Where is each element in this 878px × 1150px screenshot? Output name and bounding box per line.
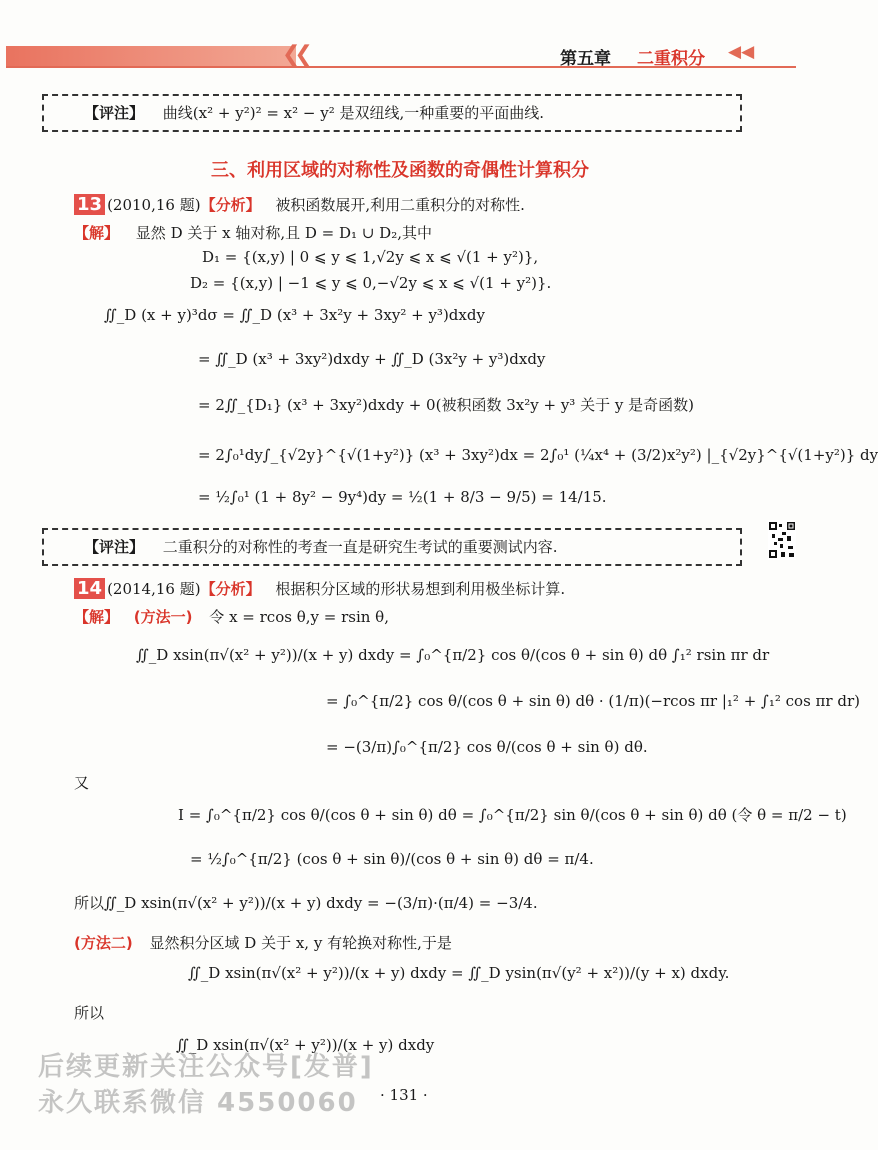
method-tag: (方法二)	[74, 934, 133, 952]
question-number: 14	[74, 578, 105, 599]
qr-code-icon	[768, 520, 796, 560]
math-line: = −(3/π)∫₀^{π/2} cos θ/(cos θ + sin θ) dθ.	[326, 738, 648, 756]
math-line: = ∫₀^{π/2} cos θ/(cos θ + sin θ) dθ · (1/π)(−rcos πr |₁² + ∫₁² cos πr dr)	[326, 692, 860, 710]
method-intro: 显然积分区域 D 关于 x, y 有轮换对称性,于是	[149, 934, 452, 952]
method-tag: (方法一)	[133, 608, 193, 626]
remark-text: 二重积分的对称性的考查一直是研究生考试的重要测试内容.	[162, 538, 558, 556]
analysis-tag: 【分析】	[200, 196, 261, 214]
math-line: D₁ = {(x,y) | 0 ⩽ y ⩽ 1,√2y ⩽ x ⩽ √(1 + y²)},	[202, 248, 539, 266]
math-line: ∬_D (x + y)³dσ = ∬_D (x³ + 3x²y + 3xy² + y³)dxdy	[104, 306, 485, 324]
math-line: = 2∬_{D₁} (x³ + 3xy²)dxdy + 0(被积函数 3x²y + y³ 关于 y 是奇函数)	[198, 396, 694, 414]
remark-box-2	[42, 528, 742, 566]
math-line: ∬_D xsin(π√(x² + y²))/(x + y) dxdy	[176, 1036, 435, 1054]
math-line: 所以∬_D xsin(π√(x² + y²))/(x + y) dxdy = −(3/π)·(π/4) = −3/4.	[74, 894, 538, 912]
q13-solution-intro	[74, 222, 432, 243]
question-source: (2014,16 题)	[107, 580, 201, 598]
math-line: = ∬_D (x³ + 3xy²)dxdy + ∬_D (3x²y + y³)dxdy	[198, 350, 546, 368]
math-line: ∬_D xsin(π√(x² + y²))/(x + y) dxdy = ∫₀^{π/2} cos θ/(cos θ + sin θ) dθ ∫₁² rsin πr dr	[136, 646, 770, 664]
remark-box-1	[42, 94, 742, 132]
remark-tag: 【评注】	[84, 104, 145, 122]
math-line: 又	[74, 774, 90, 792]
math-line: I = ∫₀^{π/2} cos θ/(cos θ + sin θ) dθ = ∫₀^{π/2} sin θ/(cos θ + sin θ) dθ (令 θ = π/2 − t)	[178, 806, 847, 824]
math-line: 所以	[74, 1004, 105, 1022]
method2-intro	[74, 932, 452, 953]
watermark-line-2: 永久联系微信 4550060	[38, 1088, 358, 1118]
remark-tag: 【评注】	[84, 538, 145, 556]
analysis-tag: 【分析】	[200, 580, 261, 598]
math-line: = ½∫₀^{π/2} (cos θ + sin θ)/(cos θ + sin θ) dθ = π/4.	[190, 850, 594, 868]
analysis-text: 根据积分区域的形状易想到利用极坐标计算.	[275, 580, 566, 598]
triangle-left-icon: ◀◀	[728, 42, 755, 62]
section-label: 二重积分	[637, 49, 705, 69]
analysis-text: 被积函数展开,利用二重积分的对称性.	[275, 196, 525, 214]
math-line: = ½∫₀¹ (1 + 8y² − 9y⁴)dy = ½(1 + 8/3 − 9/5) = 14/15.	[198, 488, 607, 506]
header-bar	[6, 46, 296, 66]
remark-text: 曲线(x² + y²)² = x² − y² 是双纽线,一种重要的平面曲线.	[162, 104, 545, 122]
chevron-left-icon: ❮❮	[282, 42, 307, 67]
solution-tag: 【解】	[74, 224, 120, 242]
chapter-label: 第五章	[560, 49, 611, 69]
question-source: (2010,16 题)	[107, 196, 201, 214]
q13-header	[74, 194, 525, 215]
question-number: 13	[74, 194, 105, 215]
page-number: · 131 ·	[380, 1086, 428, 1104]
math-line: = 2∫₀¹dy∫_{√2y}^{√(1+y²)} (x³ + 3xy²)dx = 2∫₀¹ (¼x⁴ + (3/2)x²y²) |_{√2y}^{√(1+y²)} dy	[198, 446, 878, 464]
method-intro: 令 x = rcos θ,y = rsin θ,	[209, 608, 389, 626]
solution-tag: 【解】	[74, 608, 120, 626]
math-line: 显然 D 关于 x 轴对称,且 D = D₁ ∪ D₂,其中	[135, 224, 432, 242]
math-line: D₂ = {(x,y) | −1 ⩽ y ⩽ 0,−√2y ⩽ x ⩽ √(1 + y²)}.	[190, 274, 552, 292]
section-title: 三、利用区域的对称性及函数的奇偶性计算积分	[211, 160, 589, 181]
watermark-line-1: 后续更新关注公众号[发普]	[38, 1052, 374, 1082]
q14-solution-intro	[74, 606, 389, 627]
math-line: ∬_D xsin(π√(x² + y²))/(x + y) dxdy = ∬_D ysin(π√(y² + x²))/(y + x) dxdy.	[188, 964, 730, 982]
q14-header	[74, 578, 565, 599]
